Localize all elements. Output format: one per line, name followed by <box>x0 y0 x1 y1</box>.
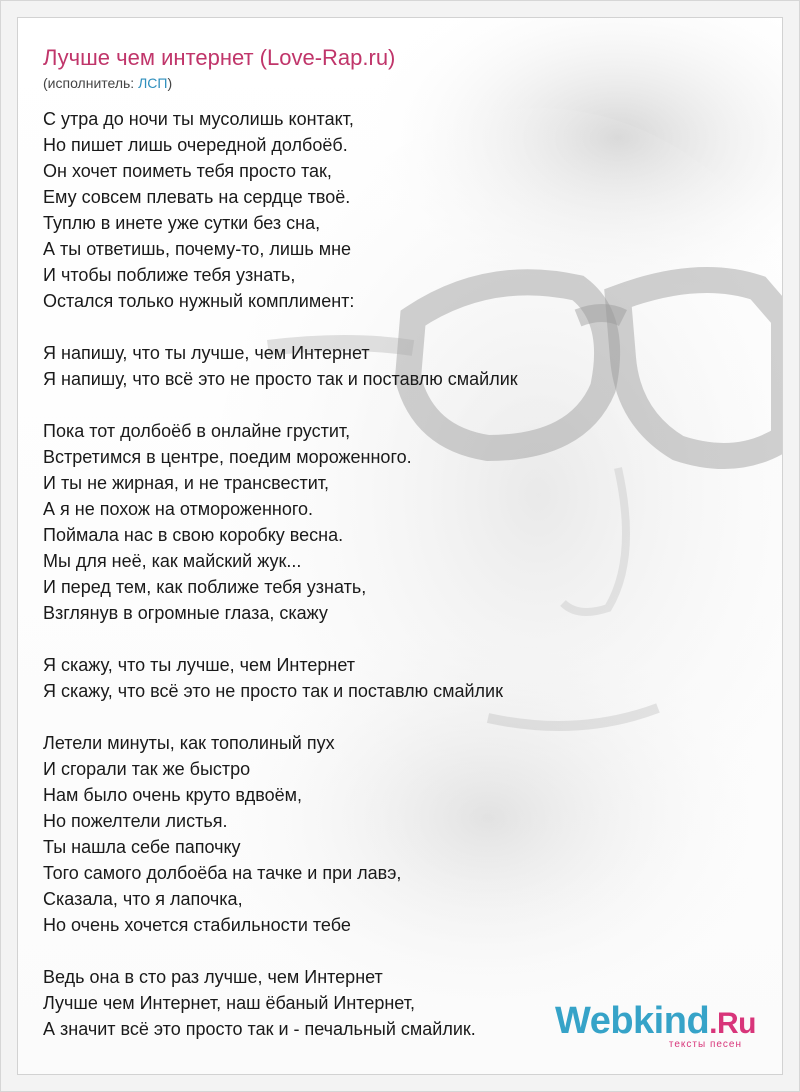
lyric-line: Но пожелтели листья. <box>43 811 228 831</box>
lyric-line: Взглянув в огромные глаза, скажу <box>43 603 328 623</box>
stanza-2 <box>43 340 763 392</box>
lyrics-card <box>17 17 783 1075</box>
lyric-line: Он хочет поиметь тебя просто так, <box>43 161 332 181</box>
webkind-watermark <box>555 1002 756 1050</box>
lyric-line: И чтобы поближе тебя узнать, <box>43 265 296 285</box>
song-title: Лучше чем интернет (Love-Rap.ru) <box>43 45 396 70</box>
lyrics-content <box>43 44 763 1068</box>
watermark-web: Web <box>555 1000 634 1042</box>
lyric-line: Летели минуты, как тополиный пух <box>43 733 335 753</box>
lyric-line: Встретимся в центре, поедим мороженного. <box>43 447 412 467</box>
lyric-line: Я напишу, что всё это не просто так и поставлю смайлик <box>43 369 518 389</box>
lyric-line: Остался только нужный комплимент: <box>43 291 355 311</box>
lyric-line: Того самого долбоёба на тачке и при лавэ, <box>43 863 402 883</box>
performer-prefix: (исполнитель: <box>43 75 139 91</box>
lyric-line: Ведь она в сто раз лучше, чем Интернет <box>43 967 383 987</box>
lyric-line: Ты нашла себе папочку <box>43 837 241 857</box>
lyric-line: И сгорали так же быстро <box>43 759 251 779</box>
lyric-line: Пока тот долбоёб в онлайне грустит, <box>43 421 351 441</box>
watermark-tld: .Ru <box>709 1007 756 1040</box>
stanza-5 <box>43 730 763 938</box>
lyric-line: Но пишет лишь очередной долбоёб. <box>43 135 348 155</box>
lyric-line: Сказала, что я лапочка, <box>43 889 243 909</box>
performer-suffix: ) <box>167 75 173 91</box>
lyric-line: Поймала нас в свою коробку весна. <box>43 525 344 545</box>
stanza-4 <box>43 652 763 704</box>
stanza-3 <box>43 418 763 626</box>
stanza-1 <box>43 106 763 314</box>
lyric-line: Лучше чем Интернет, наш ёбаный Интернет, <box>43 993 415 1013</box>
lyric-line: Ему совсем плевать на сердце твоё. <box>43 187 351 207</box>
lyric-line: Но очень хочется стабильности тебе <box>43 915 351 935</box>
lyric-line: Нам было очень круто вдвоём, <box>43 785 303 805</box>
watermark-logo <box>555 1002 756 1043</box>
performer-link[interactable]: ЛСП <box>138 75 168 91</box>
lyric-line: Я скажу, что ты лучше, чем Интернет <box>43 655 355 675</box>
lyric-line: А ты ответишь, почему-то, лишь мне <box>43 239 352 259</box>
performer-line <box>43 74 763 92</box>
lyric-line: А я не похож на отмороженного. <box>43 499 314 519</box>
lyric-line: С утра до ночи ты мусолишь контакт, <box>43 109 354 129</box>
lyric-line: Мы для неё, как майский жук... <box>43 551 302 571</box>
watermark-kind: kind <box>633 1000 710 1042</box>
lyric-line: Туплю в инете уже сутки без сна, <box>43 213 321 233</box>
lyrics-body <box>43 106 763 1042</box>
lyric-line: И ты не жирная, и не трансвестит, <box>43 473 330 493</box>
watermark-tagline: тексты песен <box>668 1039 742 1050</box>
lyric-line: И перед тем, как поближе тебя узнать, <box>43 577 367 597</box>
lyric-line: Я напишу, что ты лучше, чем Интернет <box>43 343 370 363</box>
lyric-line: Я скажу, что всё это не просто так и поставлю смайлик <box>43 681 503 701</box>
lyric-line: А значит всё это просто так и - печальный смайлик. <box>43 1019 476 1039</box>
